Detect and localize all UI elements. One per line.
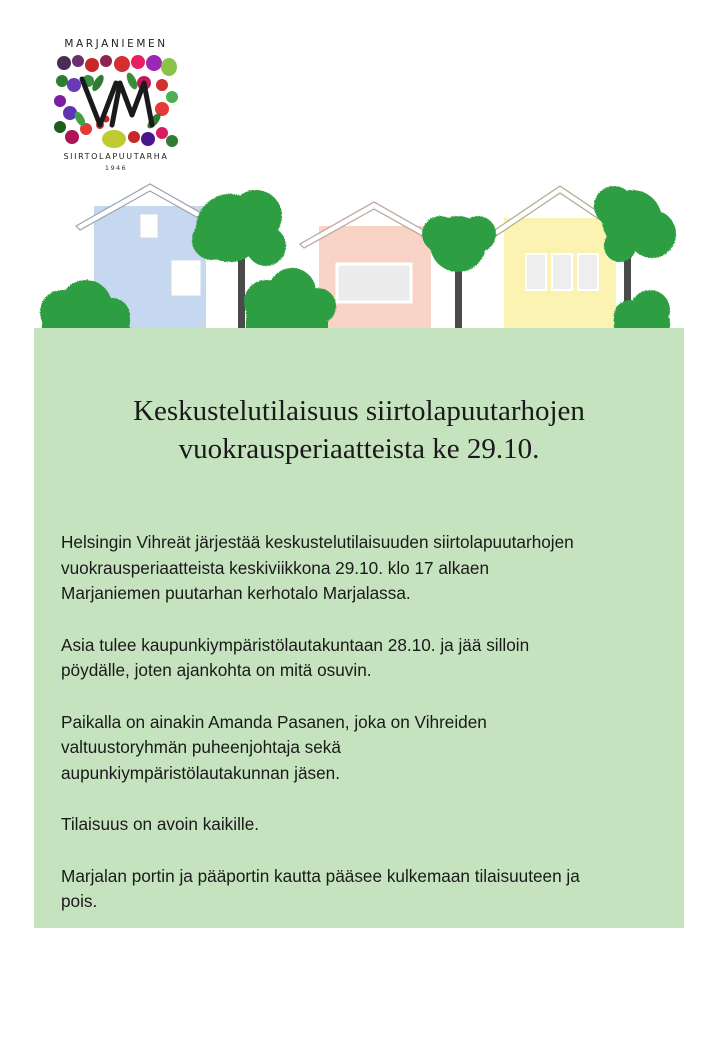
text-line: pois. <box>61 891 98 911</box>
paragraph <box>61 812 665 838</box>
text-line: Asia tulee kaupunkiympäristölautakuntaan 28.10. ja jää silloin <box>61 634 530 655</box>
text-line: vuokrausperiaatteista keskiviikkona 29.10. klo 17 alkaen <box>61 557 490 578</box>
title-line: vuokrausperiaatteista ke 29.10. <box>178 433 540 465</box>
text-line: pöydälle, joten ajankohta on mitä osuvin. <box>61 660 372 680</box>
paragraph <box>61 710 665 787</box>
text-line: Marjaniemen puutarhan kerhotalo Marjalassa. <box>61 583 411 603</box>
berries-logo-icon <box>54 53 178 151</box>
text-line: Marjalan portin ja pääportin kautta pääsee kulkemaan tilaisuuteen ja <box>61 865 580 886</box>
logo-name: MARJANIEMEN <box>64 38 168 50</box>
houses-illustration <box>34 176 686 332</box>
text-line: Helsingin Vihreät järjestää keskustelutilaisuuden siirtolapuutarhojen <box>61 532 574 552</box>
text-line: aupunkiympäristölautakunnan jäsen. <box>61 762 341 783</box>
text-line: Tilaisuus on avoin kaikille. <box>61 814 260 834</box>
paragraph <box>61 633 665 684</box>
announcement-title <box>34 392 684 468</box>
logo-year: 1946 <box>104 164 128 172</box>
tree-icon <box>422 216 496 332</box>
paragraph <box>61 864 665 915</box>
garden-logo <box>50 38 182 176</box>
announcement-body <box>61 530 665 941</box>
logo-subtitle: SIIRTOLAPUUTARHA <box>63 152 169 161</box>
text-line: Paikalla on ainakin Amanda Pasanen, joka on Vihreiden <box>61 711 487 732</box>
title-line: Keskustelutilaisuus siirtolapuutarhojen <box>133 395 585 427</box>
bush-icon <box>614 290 670 332</box>
paragraph <box>61 530 665 607</box>
text-line: valtuustoryhmän puheenjohtaja sekä <box>61 737 341 757</box>
